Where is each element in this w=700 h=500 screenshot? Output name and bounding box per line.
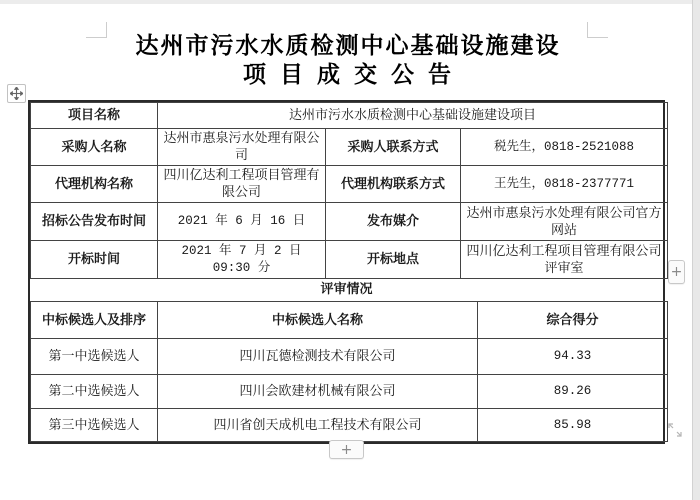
cell-candidate3-rank[interactable]: 第三中选候选人 xyxy=(31,409,158,442)
announcement-table xyxy=(28,100,665,444)
window-top-edge xyxy=(0,0,700,4)
cell-project-name-label[interactable]: 项目名称 xyxy=(31,103,158,129)
cell-candidate1-rank[interactable]: 第一中选候选人 xyxy=(31,339,158,375)
cell-publish-media-value[interactable]: 达州市惠泉污水处理有限公司官方网站 xyxy=(461,203,668,241)
add-row-button[interactable] xyxy=(329,440,364,459)
cell-purchaser-label[interactable]: 采购人名称 xyxy=(31,129,158,166)
document-canvas-gutter xyxy=(692,0,700,500)
cell-announce-time-value[interactable]: 2021 年 6 月 16 日 xyxy=(158,203,326,241)
cell-agency-contact-label[interactable]: 代理机构联系方式 xyxy=(326,166,461,203)
plus-icon: + xyxy=(670,264,683,280)
cell-candidate1-name[interactable]: 四川瓦德检测技术有限公司 xyxy=(158,339,478,375)
table-row xyxy=(31,339,668,375)
margin-crop-mark-right xyxy=(587,37,608,38)
cell-purchaser-value[interactable]: 达州市惠泉污水处理有限公司 xyxy=(158,129,326,166)
cell-bid-open-place-value[interactable]: 四川亿达利工程项目管理有限公司评审室 xyxy=(461,241,668,279)
table-row xyxy=(31,103,668,129)
table-row xyxy=(31,203,668,241)
margin-crop-mark-right xyxy=(587,22,588,38)
cell-publish-media-label[interactable]: 发布媒介 xyxy=(326,203,461,241)
cell-project-name-value[interactable]: 达州市污水水质检测中心基础设施建设项目 xyxy=(158,103,668,129)
cell-candidate2-score[interactable]: 89.26 xyxy=(478,375,668,409)
cell-purchaser-contact-label[interactable]: 采购人联系方式 xyxy=(326,129,461,166)
table-row xyxy=(31,409,668,442)
cell-bid-open-time-value[interactable]: 2021 年 7 月 2 日 09:30 分 xyxy=(158,241,326,279)
table-row xyxy=(31,129,668,166)
col-header-candidate-name[interactable]: 中标候选人名称 xyxy=(158,302,478,339)
margin-crop-mark-left xyxy=(86,37,107,38)
document-title[interactable] xyxy=(107,32,587,90)
cell-bid-open-time-label[interactable]: 开标时间 xyxy=(31,241,158,279)
cell-announce-time-label[interactable]: 招标公告发布时间 xyxy=(31,203,158,241)
diagonal-resize-icon xyxy=(666,421,684,439)
table-row xyxy=(31,375,668,409)
candidates-table xyxy=(30,301,668,442)
cell-agency-label[interactable]: 代理机构名称 xyxy=(31,166,158,203)
plus-icon: + xyxy=(340,441,353,458)
project-info-table xyxy=(30,102,668,279)
cell-candidate3-score[interactable]: 85.98 xyxy=(478,409,668,442)
move-arrows-icon xyxy=(10,87,23,100)
cell-bid-open-place-label[interactable]: 开标地点 xyxy=(326,241,461,279)
table-resize-handle[interactable] xyxy=(666,421,684,439)
cell-candidate2-rank[interactable]: 第二中选候选人 xyxy=(31,375,158,409)
cell-purchaser-contact-value[interactable]: 税先生，0818-2521088 xyxy=(461,129,668,166)
cell-candidate2-name[interactable]: 四川会欧建材机械有限公司 xyxy=(158,375,478,409)
document-title-line1[interactable]: 达州市污水水质检测中心基础设施建设 xyxy=(135,33,561,59)
table-move-handle[interactable] xyxy=(7,84,26,103)
cell-agency-value[interactable]: 四川亿达利工程项目管理有限公司 xyxy=(158,166,326,203)
add-column-button[interactable] xyxy=(668,260,685,284)
table-header-row xyxy=(31,302,668,339)
cell-agency-contact-value[interactable]: 王先生，0818-2377771 xyxy=(461,166,668,203)
table-row xyxy=(31,241,668,279)
col-header-score[interactable]: 综合得分 xyxy=(478,302,668,339)
table-row xyxy=(31,166,668,203)
document-title-line2[interactable]: 项目成交公告 xyxy=(243,62,465,88)
col-header-candidate-rank[interactable]: 中标候选人及排序 xyxy=(31,302,158,339)
cell-candidate3-name[interactable]: 四川省创天成机电工程技术有限公司 xyxy=(158,409,478,442)
review-section-header[interactable]: 评审情况 xyxy=(320,282,373,297)
cell-candidate1-score[interactable]: 94.33 xyxy=(478,339,668,375)
